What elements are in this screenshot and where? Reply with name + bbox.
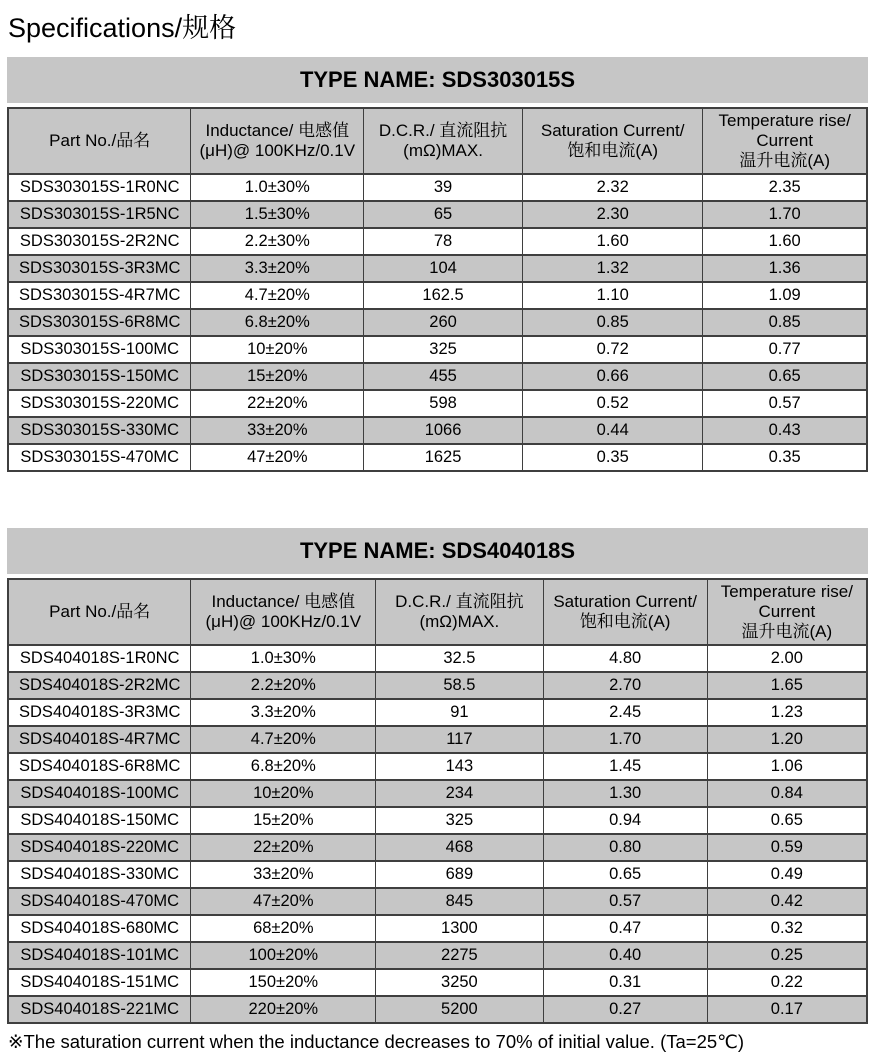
value-cell: 0.85 (523, 309, 703, 336)
part-no-cell: SDS404018S-470MC (8, 888, 191, 915)
value-cell: 845 (376, 888, 544, 915)
value-cell: 0.80 (543, 834, 707, 861)
col-header-part-no (8, 579, 191, 645)
value-cell: 0.35 (703, 444, 867, 471)
value-cell: 1.09 (703, 282, 867, 309)
value-cell: 0.57 (703, 390, 867, 417)
col-header-saturation-current (523, 108, 703, 174)
table-row (8, 699, 867, 726)
value-cell: 2.45 (543, 699, 707, 726)
value-cell: 468 (376, 834, 544, 861)
table-row (8, 417, 867, 444)
value-cell: 58.5 (376, 672, 544, 699)
col-header-label: Current (758, 602, 816, 621)
table-row (8, 363, 867, 390)
col-header-dcr (364, 108, 523, 174)
col-header-label: Temperature rise/ (720, 582, 853, 601)
value-cell: 39 (364, 174, 523, 201)
value-cell: 0.27 (543, 996, 707, 1023)
value-cell: 1625 (364, 444, 523, 471)
footnote: ※The saturation current when the inductance decreases to 70% of initial value. (Ta=25℃) (8, 1031, 745, 1052)
value-cell: 0.94 (543, 807, 707, 834)
value-cell: 1.36 (703, 255, 867, 282)
value-cell: 0.59 (707, 834, 867, 861)
value-cell: 1.5±30% (191, 201, 364, 228)
value-cell: 150±20% (191, 969, 376, 996)
col-header-label: 温升电流(A) (741, 622, 833, 641)
value-cell: 1.20 (707, 726, 867, 753)
table-row (8, 174, 867, 201)
value-cell: 455 (364, 363, 523, 390)
value-cell: 32.5 (376, 645, 544, 672)
part-no-cell: SDS303015S-1R5NC (8, 201, 191, 228)
value-cell: 4.80 (543, 645, 707, 672)
part-no-cell: SDS404018S-221MC (8, 996, 191, 1023)
table-row (8, 888, 867, 915)
value-cell: 0.65 (707, 807, 867, 834)
col-header-label: (mΩ)MAX. (403, 141, 483, 160)
spec-section-sds303015s (7, 57, 868, 472)
table-row (8, 228, 867, 255)
value-cell: 1.60 (523, 228, 703, 255)
value-cell: 4.7±20% (191, 726, 376, 753)
value-cell: 2.2±20% (191, 672, 376, 699)
table-row (8, 780, 867, 807)
value-cell: 1.70 (543, 726, 707, 753)
part-no-cell: SDS404018S-6R8MC (8, 753, 191, 780)
value-cell: 10±20% (191, 336, 364, 363)
value-cell: 3250 (376, 969, 544, 996)
value-cell: 3.3±20% (191, 699, 376, 726)
value-cell: 1.70 (703, 201, 867, 228)
col-header-label: 温升电流(A) (739, 151, 831, 170)
value-cell: 0.52 (523, 390, 703, 417)
part-no-cell: SDS404018S-101MC (8, 942, 191, 969)
col-header-dcr (376, 579, 544, 645)
part-no-cell: SDS303015S-6R8MC (8, 309, 191, 336)
value-cell: 33±20% (191, 861, 376, 888)
value-cell: 0.49 (707, 861, 867, 888)
table-row (8, 942, 867, 969)
value-cell: 0.57 (543, 888, 707, 915)
col-header-label: Temperature rise/ (718, 111, 851, 130)
part-no-cell: SDS404018S-151MC (8, 969, 191, 996)
value-cell: 1.30 (543, 780, 707, 807)
page-title: Specifications/规格 (8, 13, 237, 43)
value-cell: 2.00 (707, 645, 867, 672)
value-cell: 0.22 (707, 969, 867, 996)
value-cell: 1.10 (523, 282, 703, 309)
spec-table-sds404018s (7, 578, 868, 1024)
table-row (8, 753, 867, 780)
value-cell: 1.32 (523, 255, 703, 282)
table-row (8, 996, 867, 1023)
value-cell: 1.45 (543, 753, 707, 780)
value-cell: 22±20% (191, 834, 376, 861)
col-header-temperature-rise (703, 108, 867, 174)
value-cell: 2.30 (523, 201, 703, 228)
value-cell: 0.25 (707, 942, 867, 969)
value-cell: 6.8±20% (191, 309, 364, 336)
col-header-part-no (8, 108, 191, 174)
value-cell: 0.84 (707, 780, 867, 807)
value-cell: 2.35 (703, 174, 867, 201)
table-body (8, 174, 867, 471)
value-cell: 0.47 (543, 915, 707, 942)
table-row (8, 282, 867, 309)
col-header-label: Saturation Current/ (540, 121, 685, 140)
value-cell: 47±20% (191, 888, 376, 915)
col-header-temperature-rise (707, 579, 867, 645)
col-header-label: (μH)@ 100KHz/0.1V (205, 612, 362, 631)
part-no-cell: SDS404018S-100MC (8, 780, 191, 807)
table-header-row (8, 108, 867, 174)
value-cell: 0.32 (707, 915, 867, 942)
value-cell: 1.06 (707, 753, 867, 780)
value-cell: 234 (376, 780, 544, 807)
value-cell: 1.23 (707, 699, 867, 726)
value-cell: 91 (376, 699, 544, 726)
value-cell: 689 (376, 861, 544, 888)
table-row (8, 255, 867, 282)
value-cell: 0.65 (543, 861, 707, 888)
value-cell: 2.70 (543, 672, 707, 699)
value-cell: 15±20% (191, 363, 364, 390)
value-cell: 68±20% (191, 915, 376, 942)
part-no-cell: SDS404018S-330MC (8, 861, 191, 888)
part-no-cell: SDS303015S-4R7MC (8, 282, 191, 309)
table-row (8, 969, 867, 996)
value-cell: 33±20% (191, 417, 364, 444)
spec-section-sds404018s (7, 528, 868, 1024)
value-cell: 117 (376, 726, 544, 753)
value-cell: 0.42 (707, 888, 867, 915)
value-cell: 65 (364, 201, 523, 228)
value-cell: 1066 (364, 417, 523, 444)
value-cell: 4.7±20% (191, 282, 364, 309)
part-no-cell: SDS404018S-1R0NC (8, 645, 191, 672)
value-cell: 0.44 (523, 417, 703, 444)
part-no-cell: SDS303015S-1R0NC (8, 174, 191, 201)
value-cell: 2.2±30% (191, 228, 364, 255)
value-cell: 0.72 (523, 336, 703, 363)
col-header-label: (mΩ)MAX. (419, 612, 500, 631)
value-cell: 1.65 (707, 672, 867, 699)
part-no-cell: SDS303015S-150MC (8, 363, 191, 390)
col-header-label: 饱和电流(A) (567, 141, 659, 160)
col-header-inductance (191, 108, 364, 174)
value-cell: 22±20% (191, 390, 364, 417)
col-header-saturation-current (543, 579, 707, 645)
table-row (8, 390, 867, 417)
table-row (8, 336, 867, 363)
table-row (8, 201, 867, 228)
table-row (8, 861, 867, 888)
value-cell: 0.40 (543, 942, 707, 969)
value-cell: 1.0±30% (191, 174, 364, 201)
value-cell: 104 (364, 255, 523, 282)
value-cell: 1.60 (703, 228, 867, 255)
part-no-cell: SDS303015S-220MC (8, 390, 191, 417)
value-cell: 5200 (376, 996, 544, 1023)
table-row (8, 807, 867, 834)
table-row (8, 645, 867, 672)
col-header-label: Part No./品名 (49, 602, 151, 621)
value-cell: 598 (364, 390, 523, 417)
part-no-cell: SDS303015S-100MC (8, 336, 191, 363)
table-header-row (8, 579, 867, 645)
spec-table-sds303015s (7, 107, 868, 472)
part-no-cell: SDS303015S-470MC (8, 444, 191, 471)
value-cell: 0.65 (703, 363, 867, 390)
part-no-cell: SDS404018S-3R3MC (8, 699, 191, 726)
table-row (8, 726, 867, 753)
value-cell: 260 (364, 309, 523, 336)
part-no-cell: SDS404018S-150MC (8, 807, 191, 834)
value-cell: 100±20% (191, 942, 376, 969)
value-cell: 0.17 (707, 996, 867, 1023)
value-cell: 0.66 (523, 363, 703, 390)
value-cell: 1300 (376, 915, 544, 942)
value-cell: 78 (364, 228, 523, 255)
value-cell: 0.85 (703, 309, 867, 336)
part-no-cell: SDS303015S-330MC (8, 417, 191, 444)
value-cell: 1.0±30% (191, 645, 376, 672)
type-name-banner: TYPE NAME: SDS404018S (7, 528, 868, 574)
value-cell: 2.32 (523, 174, 703, 201)
col-header-label: (μH)@ 100KHz/0.1V (199, 141, 356, 160)
value-cell: 6.8±20% (191, 753, 376, 780)
table-body (8, 645, 867, 1023)
col-header-label: Inductance/ 电感值 (205, 121, 350, 140)
value-cell: 47±20% (191, 444, 364, 471)
part-no-cell: SDS404018S-680MC (8, 915, 191, 942)
table-row (8, 834, 867, 861)
type-name-banner: TYPE NAME: SDS303015S (7, 57, 868, 103)
part-no-cell: SDS303015S-2R2NC (8, 228, 191, 255)
value-cell: 143 (376, 753, 544, 780)
value-cell: 2275 (376, 942, 544, 969)
col-header-label: Saturation Current/ (553, 592, 697, 611)
value-cell: 220±20% (191, 996, 376, 1023)
table-row (8, 309, 867, 336)
col-header-label: Part No./品名 (49, 131, 151, 150)
part-no-cell: SDS404018S-220MC (8, 834, 191, 861)
part-no-cell: SDS404018S-2R2MC (8, 672, 191, 699)
value-cell: 325 (376, 807, 544, 834)
value-cell: 10±20% (191, 780, 376, 807)
table-row (8, 915, 867, 942)
value-cell: 0.43 (703, 417, 867, 444)
value-cell: 0.35 (523, 444, 703, 471)
value-cell: 0.77 (703, 336, 867, 363)
value-cell: 0.31 (543, 969, 707, 996)
value-cell: 325 (364, 336, 523, 363)
part-no-cell: SDS303015S-3R3MC (8, 255, 191, 282)
value-cell: 3.3±20% (191, 255, 364, 282)
col-header-label: 饱和电流(A) (579, 612, 671, 631)
table-row (8, 672, 867, 699)
col-header-label: D.C.R./ 直流阻抗 (395, 592, 524, 611)
part-no-cell: SDS404018S-4R7MC (8, 726, 191, 753)
table-row (8, 444, 867, 471)
value-cell: 162.5 (364, 282, 523, 309)
value-cell: 15±20% (191, 807, 376, 834)
col-header-inductance (191, 579, 376, 645)
col-header-label: Inductance/ 电感值 (211, 592, 356, 611)
col-header-label: Current (756, 131, 814, 150)
col-header-label: D.C.R./ 直流阻抗 (378, 121, 508, 140)
